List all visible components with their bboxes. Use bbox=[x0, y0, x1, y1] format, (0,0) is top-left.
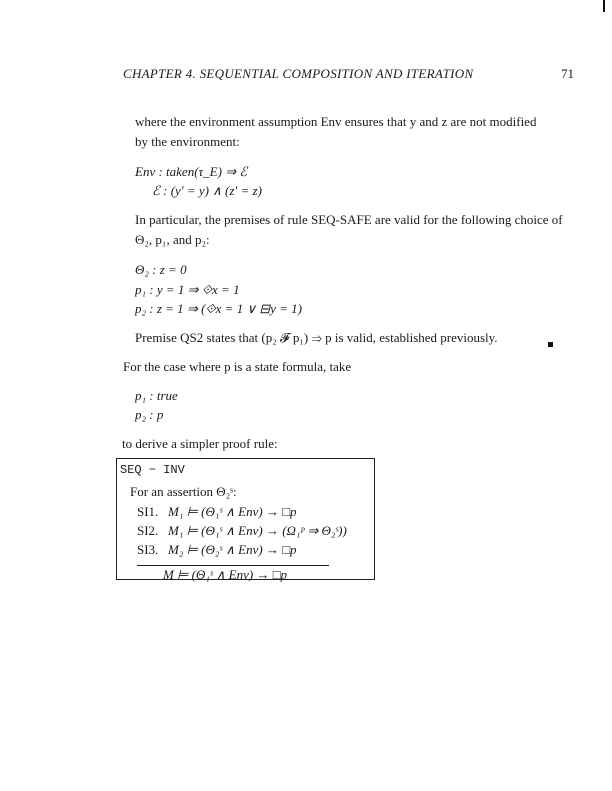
running-header: CHAPTER 4. SEQUENTIAL COMPOSITION AND ITERATION bbox=[123, 66, 474, 81]
paragraph-line: Θ₂, p₁, and p₂: bbox=[135, 232, 210, 247]
paragraph-line: where the environment assumption Env ensures that y and z are not modified bbox=[135, 114, 537, 129]
paragraph-line: For the case where p is a state formula, take bbox=[123, 359, 352, 374]
end-of-proof-mark bbox=[548, 342, 553, 347]
scan-mark bbox=[603, 0, 605, 12]
inference-line bbox=[137, 565, 329, 566]
rule-intro: For an assertion Θ₂ˢ: bbox=[130, 484, 237, 499]
rule-conclusion: M ⊨ (Θ₁ˢ ∧ Env) → □p bbox=[163, 567, 288, 582]
paragraph-line: Premise QS2 states that (p₂ 𝓕 p₁) ⇒ p is valid, established previously. bbox=[135, 330, 498, 345]
rule-title: SEQ − INV bbox=[120, 463, 185, 477]
paragraph-line: by the environment: bbox=[135, 134, 240, 149]
page-number: 71 bbox=[561, 66, 574, 81]
formula-theta2: Θ₂ : z = 0 bbox=[135, 262, 187, 277]
formula-e: ℰ : (y′ = y) ∧ (z′ = z) bbox=[152, 183, 262, 198]
paragraph-line: to derive a simpler proof rule: bbox=[122, 436, 278, 451]
paragraph-line: In particular, the premises of rule SEQ-SAFE are valid for the following choice of bbox=[135, 212, 563, 227]
formula-p1: p₁ : y = 1 ⇒ ⟐x = 1 bbox=[135, 282, 240, 297]
formula-p2-p: p₂ : p bbox=[135, 407, 164, 422]
premise-formula: M₂ ⊨ (Θ₂ˢ ∧ Env) → □p bbox=[168, 542, 297, 557]
formula-p1-true: p₁ : true bbox=[135, 388, 178, 403]
premise-formula: M₁ ⊨ (Θ₁ˢ ∧ Env) → (Ω₁ᵖ ⇒ Θ₂ˢ)) bbox=[168, 523, 347, 538]
premise-label: SI3. bbox=[137, 542, 159, 557]
premise-formula: M₁ ⊨ (Θ₁ˢ ∧ Env) → □p bbox=[168, 504, 297, 519]
premise-label: SI1. bbox=[137, 504, 159, 519]
formula-env: Env : taken(τ_E) ⇒ ℰ bbox=[135, 164, 248, 179]
formula-p2: p₂ : z = 1 ⇒ (⟐x = 1 ∨ ⊟y = 1) bbox=[135, 301, 302, 316]
premise-label: SI2. bbox=[137, 523, 159, 538]
